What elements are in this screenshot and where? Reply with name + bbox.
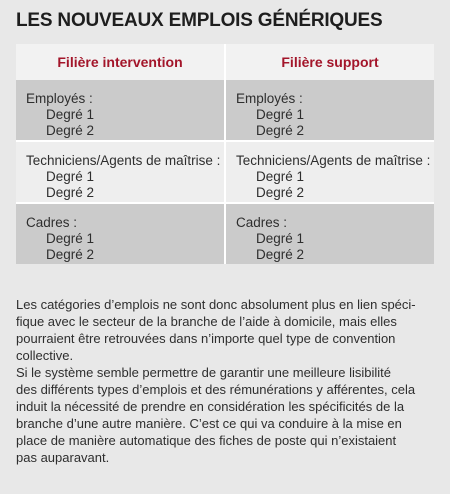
job-categories-table: [16, 44, 434, 264]
degree-item: Degré 1: [256, 169, 305, 184]
paragraph-line: Les catégories d’emplois ne sont donc absolument plus en lien spéci-: [16, 297, 416, 312]
paragraph-line: collective.: [16, 348, 74, 363]
cell-techniciens-intervention: [16, 142, 224, 202]
degree-item: Degré 1: [256, 107, 305, 122]
cell-techniciens-support: [224, 142, 434, 202]
column-header-support: Filière support: [224, 44, 434, 80]
category-label: Techniciens/Agents de maîtrise :: [236, 153, 431, 168]
cell-employes-intervention: [16, 80, 224, 140]
paragraph-line: des différents types d’emplois et des rémunérations y afférentes, cela: [16, 382, 416, 397]
cell-employes-support: [224, 80, 434, 140]
degree-item: Degré 2: [46, 185, 95, 200]
paragraph-line: pas auparavant.: [16, 450, 110, 465]
category-label: Employés :: [236, 91, 303, 106]
page-title: LES NOUVEAUX EMPLOIS GÉNÉRIQUES: [16, 10, 383, 31]
degree-item: Degré 1: [46, 231, 95, 246]
degree-item: Degré 1: [256, 231, 305, 246]
cell-cadres-support: [224, 204, 434, 264]
degree-item: Degré 2: [46, 123, 95, 138]
paragraph-line: fique avec le secteur de la branche de l’aide à domicile, mais elles: [16, 314, 397, 329]
degree-item: Degré 2: [46, 247, 95, 262]
category-label: Cadres :: [236, 215, 288, 230]
degree-item: Degré 1: [46, 169, 95, 184]
degree-item: Degré 2: [256, 185, 305, 200]
table-row-cadres: [16, 204, 434, 264]
paragraph-line: branche d’une autre manière. C’est ce qui va conduire à la mise en: [16, 416, 402, 431]
degree-item: Degré 2: [256, 247, 305, 262]
paragraph-line: pourraient être retrouvées dans n’importe quel type de convention: [16, 331, 396, 346]
paragraph-line: place de manière automatique des fiches de poste qui n’existaient: [16, 433, 397, 448]
degree-item: Degré 1: [46, 107, 95, 122]
column-header-intervention: Filière intervention: [57, 54, 183, 70]
category-label: Employés :: [26, 91, 93, 106]
body-paragraph: [16, 296, 436, 466]
paragraph-line: Si le système semble permettre de garantir une meilleure lisibilité: [16, 365, 391, 380]
table-row-employes: [16, 80, 434, 140]
table-header-row: [16, 44, 434, 80]
table-row-techniciens: [16, 142, 434, 202]
category-label: Techniciens/Agents de maîtrise :: [26, 153, 221, 168]
cell-cadres-intervention: [16, 204, 224, 264]
paragraph-line: induit la nécessité de prendre en considération les spécificités de la: [16, 399, 405, 414]
category-label: Cadres :: [26, 215, 78, 230]
degree-item: Degré 2: [256, 123, 305, 138]
